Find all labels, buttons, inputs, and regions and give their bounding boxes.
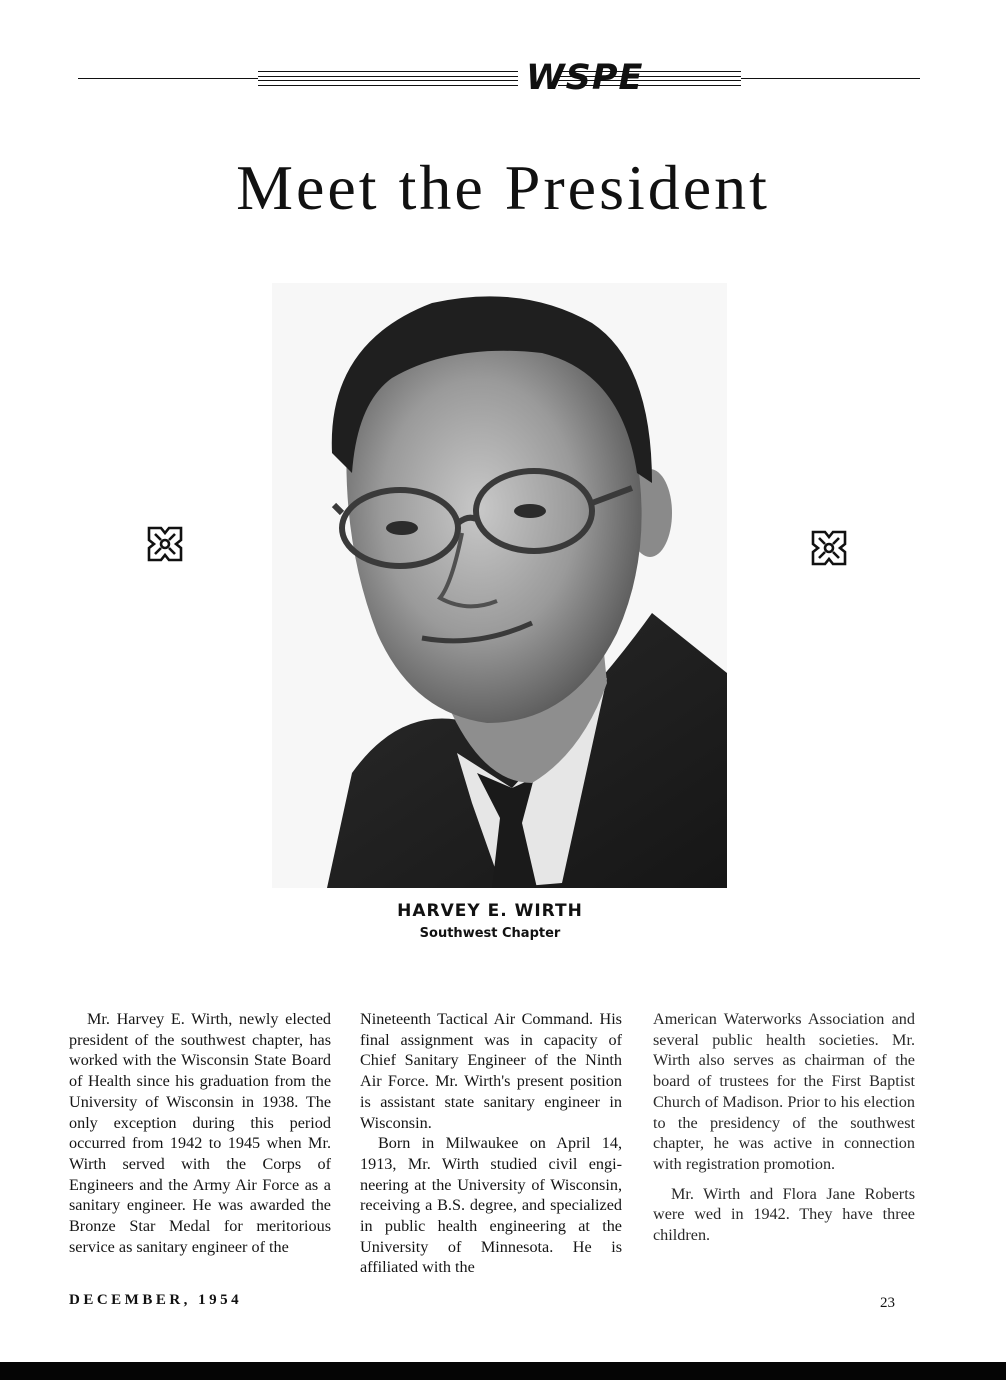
article-headline: Meet the President xyxy=(236,152,770,223)
column-1-paragraph-1: Mr. Harvey E. Wirth, newly elected president of the southwest chapter, has worked with the Wisconsin State Board of Health since his graduation from the University of Wisconsin in 1938. The only exception during this period occurred from 1942 to 1945 when Mr. Wirth served with the Corps of Engineers and the Army Air Force as a sanitary engineer. He was awarded the Bronze Star Medal for meritorious service as sanitary engineer of the xyxy=(69,1010,331,1256)
masthead-rules-right xyxy=(558,71,741,86)
article-column-1 xyxy=(69,1009,331,1257)
column-3-paragraph-1: American Waterworks Association and several public health societies. Mr. Wirth also serves as chairman of the board of trustees for the First Baptist Church of Madison. Prior to his election to the presidency of the southwest chapter, he was active in connection with registration promotion. xyxy=(653,1010,915,1173)
article-column-2 xyxy=(360,1009,622,1278)
column-2-paragraph-2: Born in Milwaukee on April 14, 1913, Mr. Wirth studied civil engineering at the University of Wisconsin, receiving a B.S. degree, and specialized in public health engineering at the University of Minnesota. He is affiliated with the xyxy=(360,1134,622,1277)
president-portrait-photo xyxy=(272,283,727,888)
portrait-caption-name: HARVEY E. WIRTH xyxy=(397,901,583,921)
masthead-rules-left xyxy=(258,71,518,86)
issue-date: DECEMBER, 1954 xyxy=(69,1292,243,1308)
masthead-rule-right xyxy=(741,78,920,79)
ornament-left-icon xyxy=(146,525,184,563)
masthead-title: WSPE xyxy=(526,58,644,98)
ornament-right-icon xyxy=(810,529,848,567)
article-column-3 xyxy=(653,1009,915,1246)
masthead-rule-left xyxy=(78,78,258,79)
portrait-caption-chapter: Southwest Chapter xyxy=(419,926,561,941)
column-2-paragraph-1: Nineteenth Tactical Air Command. His final assignment was in capacity of Chief Sanitary Engineer of the Ninth Air Force. Mr. Wirth's present position is assistant state sanitary engineer in Wisconsin. xyxy=(360,1010,622,1132)
masthead xyxy=(78,58,920,98)
column-3-paragraph-2: Mr. Wirth and Flora Jane Roberts were wed in 1942. They have three children. xyxy=(653,1184,915,1245)
scan-edge-bar xyxy=(0,1362,1006,1380)
page-number: 23 xyxy=(880,1295,895,1311)
